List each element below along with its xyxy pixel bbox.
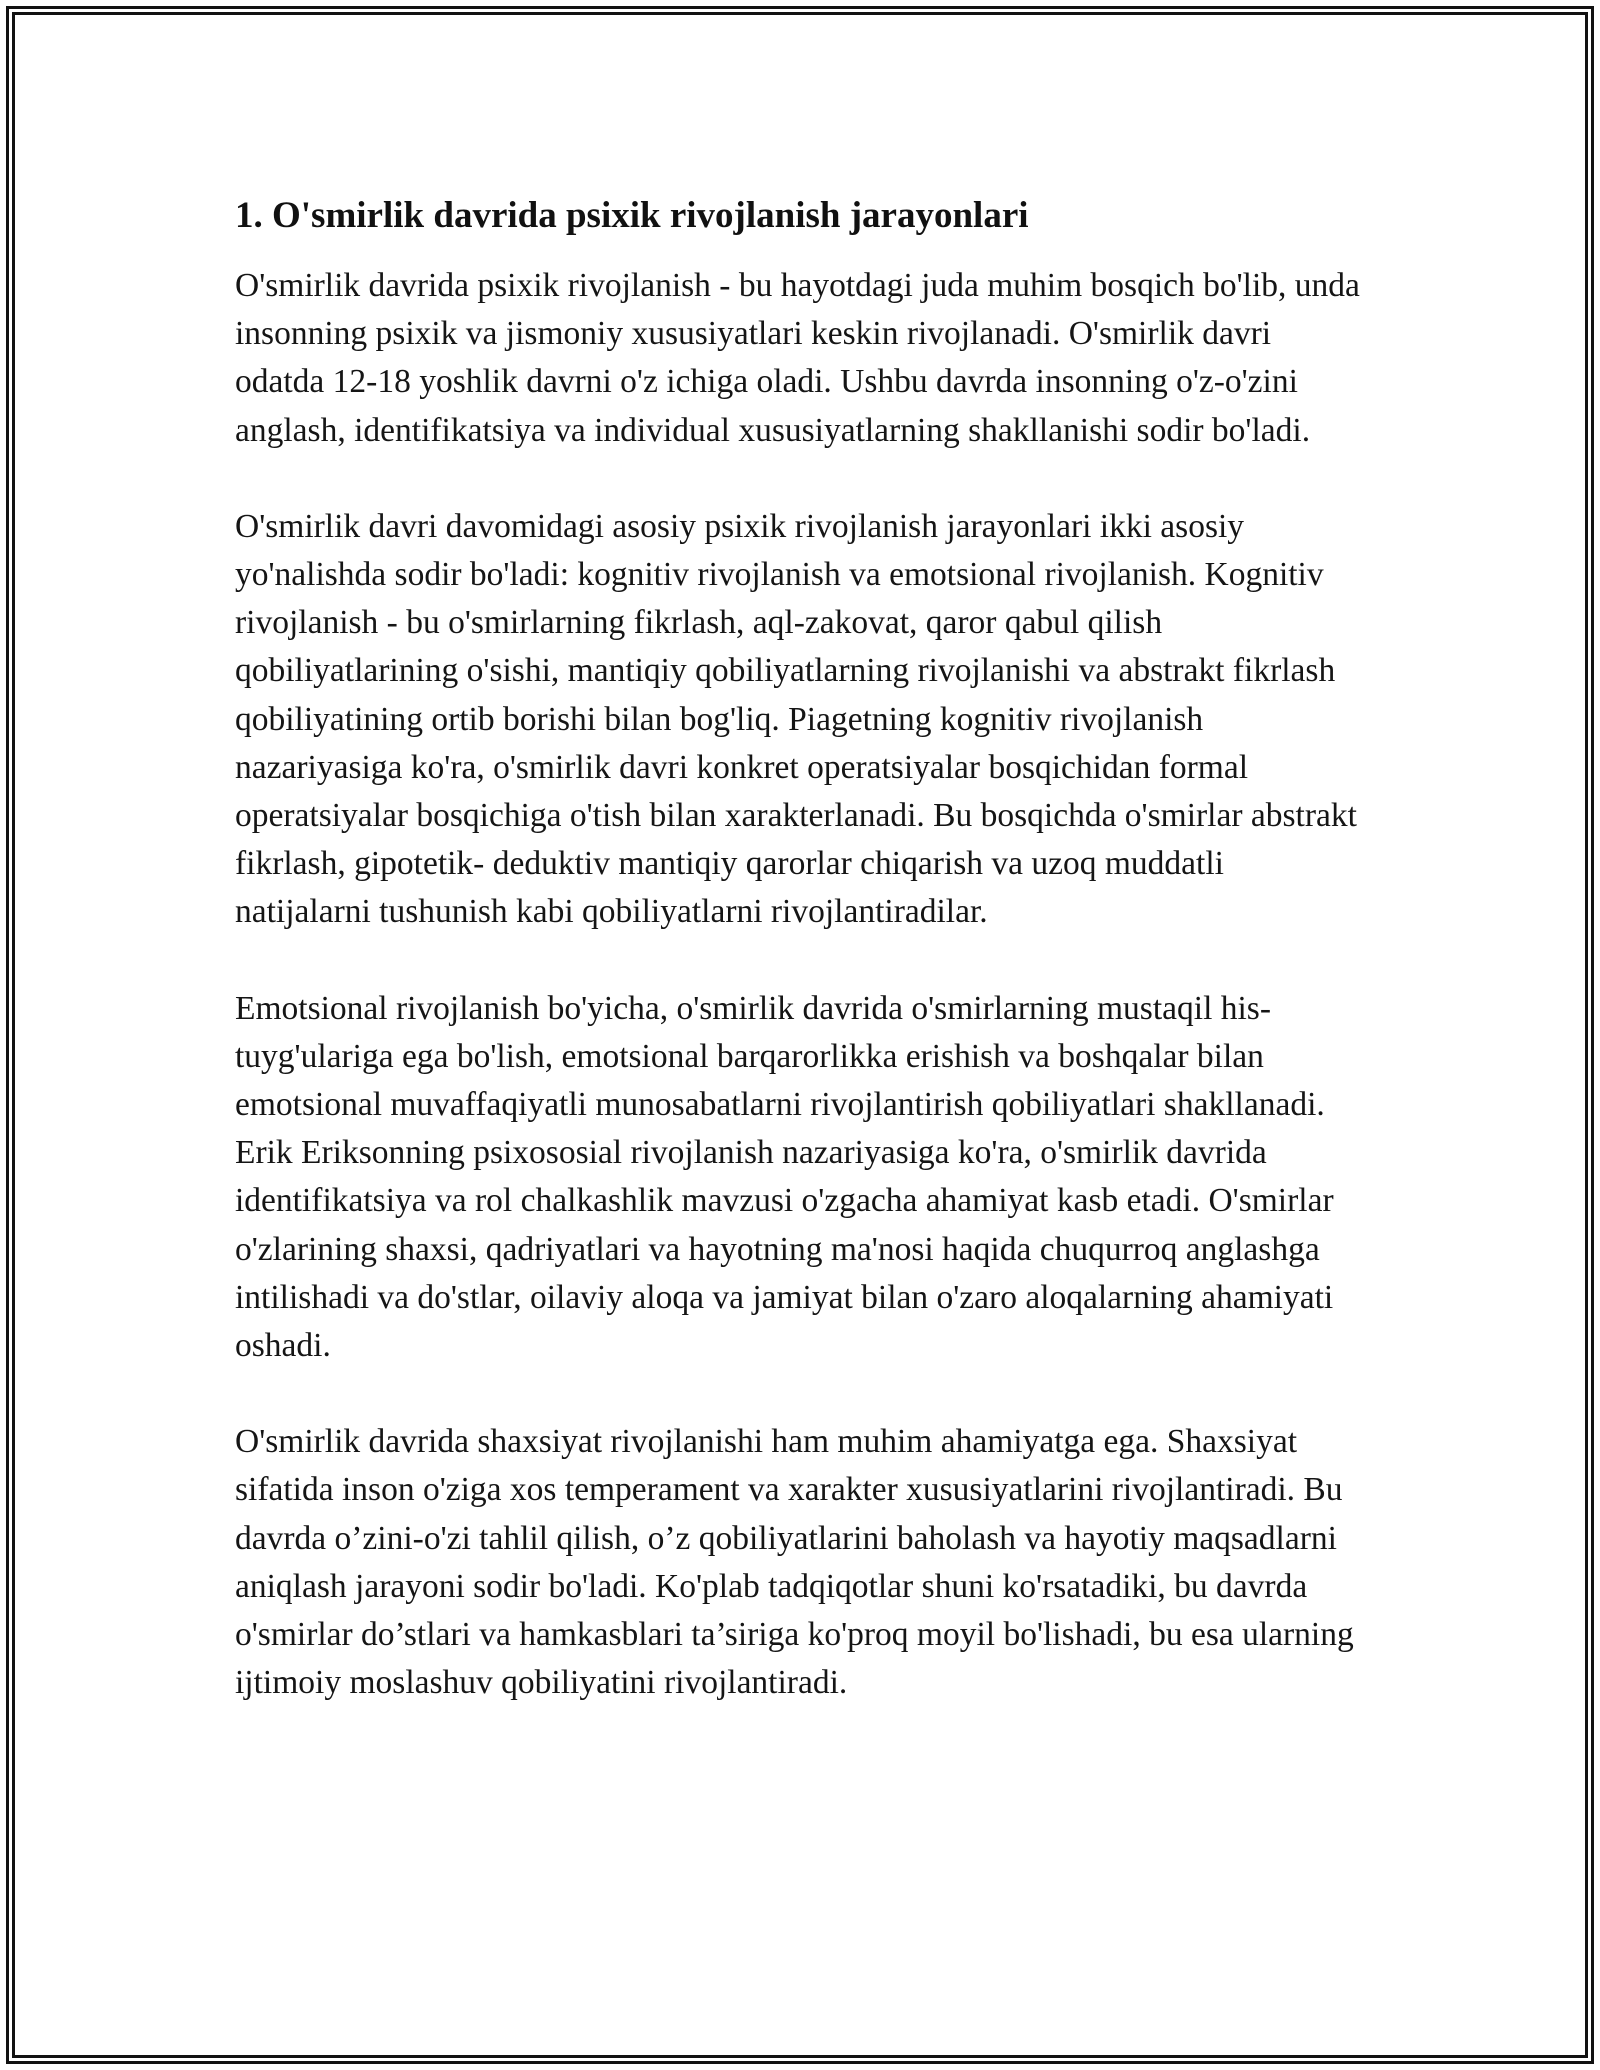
paragraph-intro: O'smirlik davrida psixik rivojlanish - bu hayotdagi juda muhim bosqich bo'lib, unda insonning psixik va jismoniy xususiyatlari keskin rivojlanadi. O'smirlik davri odatda 12-18 yoshlik davrni o'z ichiga oladi. Ushbu davrda insonning o'z-o'zini anglash, identifikatsiya va individual xususiyatlarning shakllanishi sodir bo'ladi.	[235, 267, 1360, 449]
paragraph-emotional-development: Emotsional rivojlanish bo'yicha, o'smirlik davrida o'smirlarning mustaqil his-tuyg'ulariga ega bo'lish, emotsional barqarorlikka erishish va boshqalar bilan emotsional muvaffaqiyatli munosabatlarni rivojlantirish qobiliyatlari shakllanadi. Erik Eriksonning psixososial rivojlanish nazariyasiga ko'ra, o'smirlik davrida identifikatsiya va rol chalkashlik mavzusi o'zgacha ahamiyat kasb etadi. O'smirlar o'zlarining shaxsi, qadriyatlari va hayotning ma'nosi haqida chuqurroq anglashga intilishadi va do'stlar, oilaviy aloqa va jamiyat bilan o'zaro aloqalarning ahamiyati oshadi.	[235, 989, 1334, 1365]
paragraph-personality-development: O'smirlik davrida shaxsiyat rivojlanishi ham muhim ahamiyatga ega. Shaxsiyat sifatida inson o'ziga xos temperament va xarakter xususiyatlarini rivojlantiradi. Bu davrda o’zini-o'zi tahlil qilish, o’z qobiliyatlarini baholash va hayotiy maqsadlarni aniqlash jarayoni sodir bo'ladi. Ko'plab tadqiqotlar shuni ko'rsatadiki, bu davrda o'smirlar do’stlari va hamkasblari ta’siriga ko'proq moyil bo'lishadi, bu esa ularning ijtimoiy moslashuv qobiliyatini rivojlantiradi.	[235, 1423, 1354, 1702]
paragraph-cognitive-development: O'smirlik davri davomidagi asosiy psixik rivojlanish jarayonlari ikki asosiy yo'nalishda sodir bo'ladi: kognitiv rivojlanish va emotsional rivojlanish. Kognitiv rivojlanish - bu o'smirlarning fikrlash, aql-zakovat, qaror qabul qilish qobiliyatlarining o'sishi, mantiqiy qobiliyatlarning rivojlanishi va abstrakt fikrlash qobiliyatining ortib borishi bilan bog'liq. Piagetning kognitiv rivojlanish nazariyasiga ko'ra, o'smirlik davri konkret operatsiyalar bosqichidan formal operatsiyalar bosqichiga o'tish bilan xarakterlanadi. Bu bosqichda o'smirlar abstrakt fikrlash, gipotetik- deduktiv mantiqiy qarorlar chiqarish va uzoq muddatli natijalarni tushunish kabi qobiliyatlarni rivojlantiradilar.	[235, 507, 1357, 931]
document-body	[235, 190, 1360, 1755]
section-heading: 1. O'smirlik davrida psixik rivojlanish jarayonlari	[235, 195, 1029, 236]
